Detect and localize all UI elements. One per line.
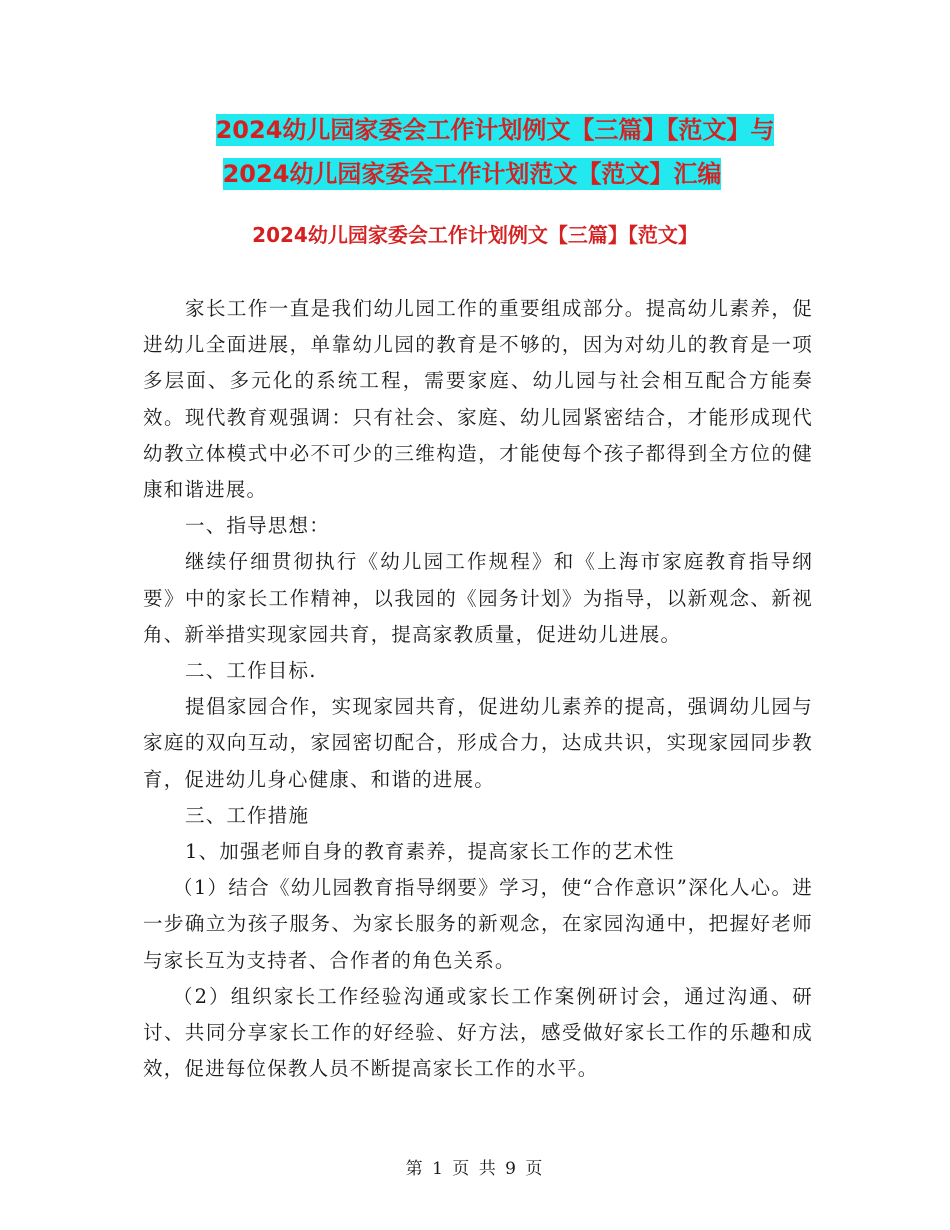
page-number-footer: 第 1 页 共 9 页 — [405, 1159, 545, 1179]
document-title-line-2 — [0, 156, 947, 192]
title-highlight-2: 2024幼儿园家委会工作计划范文【范文】汇编 — [222, 160, 722, 188]
title-highlight-1: 2024幼儿园家委会工作计划例文【三篇】【范文】与 — [215, 116, 775, 144]
paragraph-guiding-ideology: 继续仔细贯彻执行《幼儿园工作规程》和《上海市家庭教育指导纲要》中的家长工作精神，以我园的《园务计划》为指导，以新观念、新视角、新举措实现家园共育，提高家教质量，促进幼儿进展。 — [143, 550, 813, 646]
document-title-line-1 — [20, 112, 950, 148]
paragraph-work-goals: 提倡家园合作，实现家园共育，促进幼儿素养的提高，强调幼儿园与家庭的双向互动，家园密切配合，形成合力，达成共识，实现家园同步教育，促进幼儿身心健康、和谐的进展。 — [143, 695, 813, 791]
document-body — [143, 291, 813, 1087]
paragraph-intro: 家长工作一直是我们幼儿园工作的重要组成部分。提高幼儿素养，促进幼儿全面进展，单靠幼儿园的教育是不够的，因为对幼儿的教育是一项多层面、多元化的系统工程，需要家庭、幼儿园与社会相互配合方能奏效。现代教育观强调：只有社会、家庭、幼儿园紧密结合，才能形成现代幼教立体模式中必不可少的三维构造，才能使每个孩子都得到全方位的健康和谐进展。 — [143, 297, 813, 502]
section-title: 2024幼儿园家委会工作计划例文【三篇】【范文】 — [252, 223, 698, 247]
paragraph-measure-1-1: （1）结合《幼儿园教育指导纲要》学习，使“合作意识”深化人心。进一步确立为孩子服务、为家长服务的新观念，在家园沟通中，把握好老师与家长互为支持者、合作者的角色关系。 — [143, 876, 813, 972]
heading-measure-1: 1、加强老师自身的教育素养，提高家长工作的艺术性 — [185, 840, 675, 864]
paragraph-measure-1-2: （2）组织家长工作经验沟通或家长工作案例研讨会，通过沟通、研讨、共同分享家长工作的好经验、好方法，感受做好家长工作的乐趣和成效，促进每位保教人员不断提高家长工作的水平。 — [143, 984, 813, 1081]
heading-work-goals: 二、工作目标. — [185, 659, 317, 683]
heading-guiding-ideology: 一、指导思想： — [185, 514, 330, 538]
heading-work-measures: 三、工作措施 — [185, 803, 310, 827]
